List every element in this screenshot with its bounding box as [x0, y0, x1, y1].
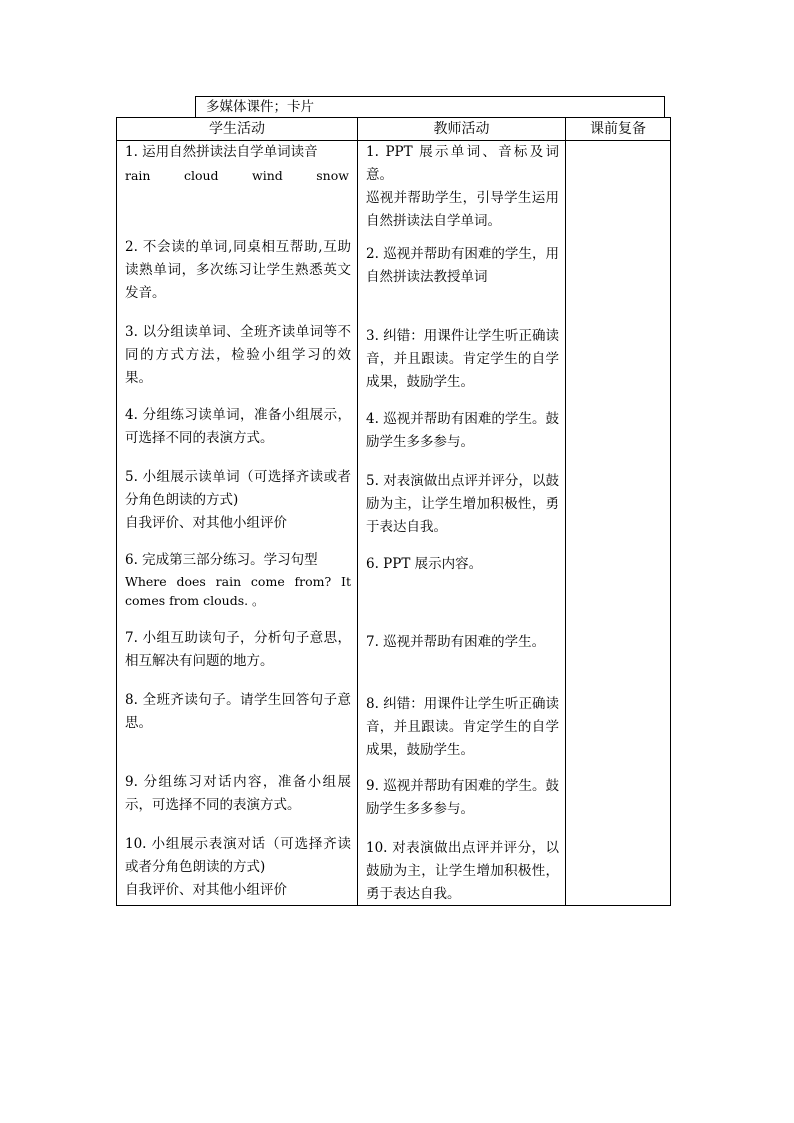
materials-box	[195, 96, 665, 118]
teacher-step-8	[366, 693, 559, 762]
teacher-step-text: 4. 巡视并帮助有困难的学生。鼓励学生多多参与。	[366, 411, 559, 450]
teacher-step-text: 1. PPT 展示单词、音标及词意。	[366, 144, 559, 183]
teacher-step-10	[366, 837, 559, 906]
teacher-step-1	[366, 141, 559, 233]
teacher-step-text: 6. PPT 展示内容。	[366, 556, 483, 572]
student-step-9	[125, 771, 351, 817]
header-teacher-activity: 教师活动	[358, 118, 566, 141]
student-step-extra: 自我评价、对其他小组评价	[125, 882, 287, 898]
student-step-text: 5. 小组展示读单词（可选择齐读或者分角色朗读的方式)	[125, 469, 351, 508]
student-step-text: 10. 小组展示表演对话（可选择齐读或者分角色朗读的方式)	[125, 836, 351, 875]
student-step-6	[125, 549, 351, 610]
student-step-10	[125, 833, 351, 902]
vocabulary-words	[125, 164, 351, 188]
teacher-step-text: 10. 对表演做出点评并评分，以鼓励为主，让学生增加积极性，勇于表达自我。	[366, 840, 559, 902]
teacher-step-text: 7. 巡视并帮助有困难的学生。	[366, 634, 546, 650]
student-step-text: 4. 分组练习读单词，准备小组展示，可选择不同的表演方式。	[125, 407, 351, 446]
table-body-row	[117, 141, 671, 906]
student-step-5	[125, 466, 351, 535]
vocab-word: cloud	[183, 168, 219, 183]
teacher-step-2	[366, 243, 559, 289]
student-activity-cell	[117, 141, 358, 906]
vocab-word: snow	[316, 168, 349, 183]
sentence-pattern: Where does rain come from? It comes from clouds. 。	[125, 574, 351, 608]
teacher-step-4	[366, 408, 559, 454]
teacher-step-extra: 巡视并帮助学生，引导学生运用自然拼读法自学单词。	[366, 190, 559, 229]
teacher-step-text: 2. 巡视并帮助有困难的学生，用自然拼读法教授单词	[366, 246, 559, 285]
materials-text: 多媒体课件；卡片	[206, 99, 314, 115]
header-pre-class-review: 课前复备	[566, 118, 671, 141]
table-header-row	[117, 118, 671, 141]
teacher-step-text: 5. 对表演做出点评并评分，以鼓励为主，让学生增加积极性，勇于表达自我。	[366, 473, 559, 535]
student-step-1	[125, 141, 351, 188]
teacher-step-text: 3. 纠错：用课件让学生听正确读音，并且跟读。肯定学生的自学成果，鼓励学生。	[366, 328, 559, 390]
student-step-text: 7. 小组互助读句子，分析句子意思，相互解决有问题的地方。	[125, 630, 351, 669]
student-step-8	[125, 689, 351, 735]
teacher-step-7	[366, 631, 559, 654]
student-step-text: 9. 分组练习对话内容，准备小组展示，可选择不同的表演方式。	[125, 774, 351, 813]
teacher-step-3	[366, 325, 559, 394]
student-step-text: 2. 不会读的单词,同桌相互帮助,互助读熟单词，多次练习让学生熟悉英文发音。	[125, 239, 351, 301]
student-step-7	[125, 627, 351, 673]
student-step-4	[125, 404, 351, 450]
student-step-text: 3. 以分组读单词、全班齐读单词等不同的方式方法，检验小组学习的效果。	[125, 324, 351, 386]
pre-class-review-cell	[566, 141, 671, 906]
student-step-3	[125, 321, 351, 390]
teacher-activity-cell	[358, 141, 566, 906]
vocab-word: wind	[252, 168, 283, 183]
student-step-2	[125, 236, 351, 305]
student-step-extra: 自我评价、对其他小组评价	[125, 515, 287, 531]
teacher-step-6	[366, 553, 559, 576]
header-student-activity: 学生活动	[117, 118, 358, 141]
teacher-step-text: 9. 巡视并帮助有困难的学生。鼓励学生多多参与。	[366, 778, 559, 817]
lesson-activity-table	[116, 117, 671, 906]
teacher-step-text: 8. 纠错：用课件让学生听正确读音，并且跟读。肯定学生的自学成果，鼓励学生。	[366, 696, 559, 758]
student-step-text: 1. 运用自然拼读法自学单词读音	[125, 144, 318, 160]
student-step-text: 6. 完成第三部分练习。学习句型	[125, 552, 318, 568]
student-step-text: 8. 全班齐读句子。请学生回答句子意思。	[125, 692, 351, 731]
vocab-word: rain	[125, 168, 151, 183]
teacher-step-5	[366, 470, 559, 539]
teacher-step-9	[366, 775, 559, 821]
